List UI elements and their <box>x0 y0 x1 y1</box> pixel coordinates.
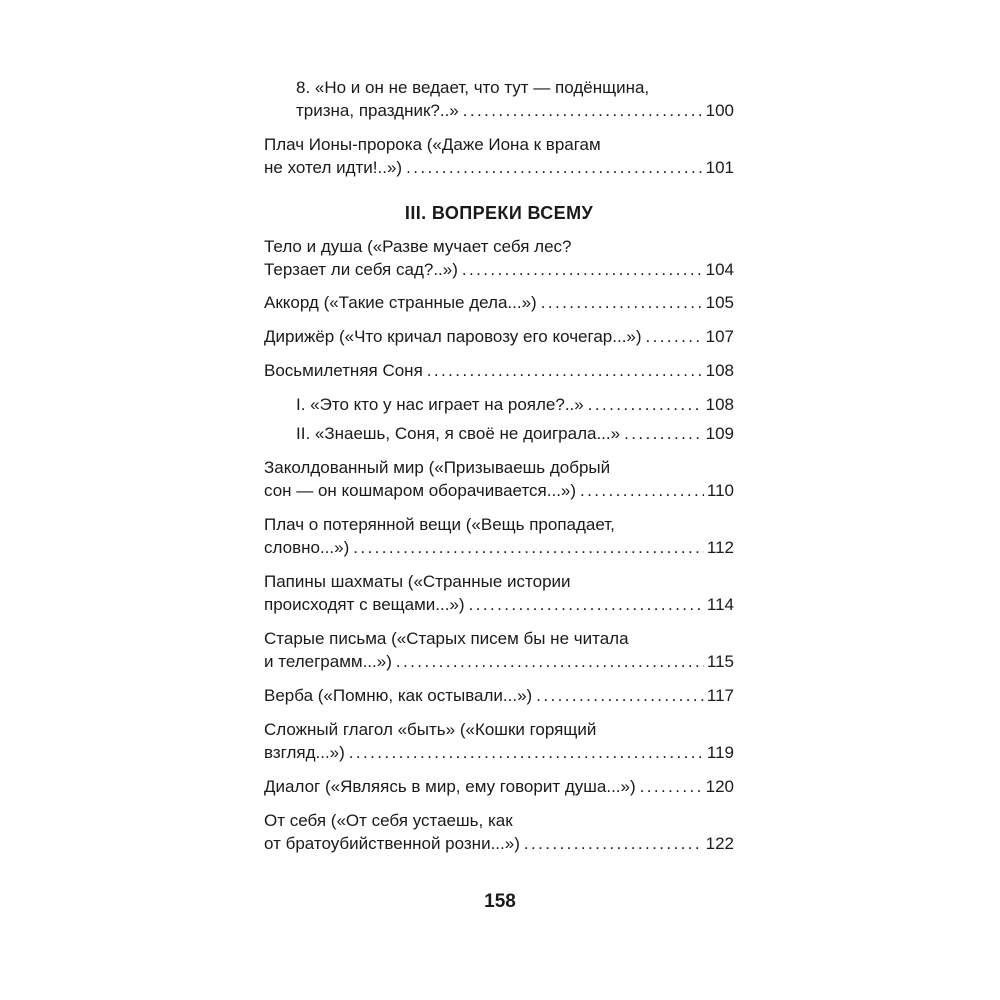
section-heading: III. ВОПРЕКИ ВСЕМУ <box>404 203 594 223</box>
toc-page-number: 117 <box>706 686 734 705</box>
leader-dots <box>462 258 703 281</box>
toc-page-number: 101 <box>705 158 734 177</box>
toc-entry-title: I. «Это кто у нас играет на рояле?..» <box>296 395 584 414</box>
toc-entry <box>264 133 734 179</box>
leader-dots <box>349 741 704 764</box>
toc-entry <box>264 627 734 673</box>
toc-entry <box>264 291 734 314</box>
toc-entry-title: II. «Знаешь, Соня, я своё не доиграла...» <box>296 424 621 443</box>
toc-entry-title: Папины шахматы («Странные истории <box>264 572 571 591</box>
toc-entry-title-cont: не хотел идти!..») <box>264 158 403 177</box>
toc-page-number: 122 <box>705 834 734 853</box>
toc-entry-title-cont: и телеграмм...») <box>264 652 392 671</box>
toc-page-number: 119 <box>706 743 734 762</box>
toc-entry-title: Тело и душа («Разве мучает себя лес? <box>264 237 572 256</box>
toc-page-number: 114 <box>706 595 734 614</box>
toc-entry-title: Аккорд («Такие странные дела...») <box>264 293 537 312</box>
toc-page-number: 107 <box>705 327 734 346</box>
leader-dots <box>588 393 703 416</box>
leader-dots <box>646 325 703 348</box>
toc-page-number: 108 <box>705 361 734 380</box>
toc-entry <box>264 570 734 616</box>
toc-page-number: 105 <box>705 293 734 312</box>
toc-page-number: 112 <box>706 538 734 557</box>
leader-dots <box>640 775 703 798</box>
leader-dots <box>580 479 704 502</box>
toc-entry-title: Сложный глагол «быть» («Кошки горящий <box>264 720 597 739</box>
toc-entry-title: Диалог («Являясь в мир, ему говорит душа...») <box>264 777 636 796</box>
leader-dots <box>353 536 704 559</box>
leader-dots <box>463 99 703 122</box>
toc-page-number: 110 <box>706 481 734 500</box>
toc-entry <box>264 325 734 348</box>
toc-subentry <box>264 422 734 445</box>
leader-dots <box>624 422 703 445</box>
toc-entry-title-cont: от братоубийственной розни...») <box>264 834 520 853</box>
page-number-footer: 158 <box>484 891 516 912</box>
toc-entry-title: От себя («От себя устаешь, как <box>264 811 513 830</box>
toc-entry-title: Заколдованный мир («Призываешь добрый <box>264 458 611 477</box>
toc-entry-title-cont: Терзает ли себя сад?..») <box>264 260 458 279</box>
table-of-contents <box>264 76 734 855</box>
leader-dots <box>406 156 703 179</box>
toc-entry <box>264 718 734 764</box>
toc-page-number: 100 <box>705 101 734 120</box>
toc-page-number: 104 <box>705 260 734 279</box>
leader-dots <box>524 832 703 855</box>
leader-dots <box>427 359 703 382</box>
toc-entry <box>264 359 734 382</box>
toc-entry-title: Верба («Помню, как остывали...») <box>264 686 533 705</box>
toc-entry-title: 8. «Но и он не ведает, что тут — подёнщина, <box>296 78 650 97</box>
toc-entry <box>264 76 734 122</box>
toc-entry-title-cont: происходят с вещами...») <box>264 595 465 614</box>
toc-entry <box>264 513 734 559</box>
toc-entry-title: Восьмилетняя Соня <box>264 361 423 380</box>
toc-entry <box>264 684 734 707</box>
toc-entry-title: Дирижёр («Что кричал паровозу его кочегар...») <box>264 327 642 346</box>
leader-dots <box>536 684 704 707</box>
toc-entry <box>264 775 734 798</box>
toc-page-number: 115 <box>706 652 734 671</box>
toc-entry-title-cont: тризна, праздник?..» <box>296 101 459 120</box>
toc-entry <box>264 235 734 281</box>
toc-entry-title-cont: сон — он кошмаром оборачивается...») <box>264 481 577 500</box>
toc-entry <box>264 456 734 502</box>
toc-page-number: 109 <box>705 424 734 443</box>
toc-entry-title: Плач о потерянной вещи («Вещь пропадает, <box>264 515 615 534</box>
toc-entry-title-cont: словно...») <box>264 538 350 557</box>
leader-dots <box>396 650 704 673</box>
toc-page-number: 108 <box>705 395 734 414</box>
leader-dots <box>469 593 704 616</box>
toc-entry-title: Плач Ионы-пророка («Даже Иона к врагам <box>264 135 601 154</box>
toc-entry <box>264 809 734 855</box>
toc-page-number: 120 <box>705 777 734 796</box>
toc-subentry <box>264 393 734 416</box>
leader-dots <box>541 291 703 314</box>
toc-entry-title-cont: взгляд...») <box>264 743 345 762</box>
toc-entry-title: Старые письма («Старых писем бы не читала <box>264 629 629 648</box>
